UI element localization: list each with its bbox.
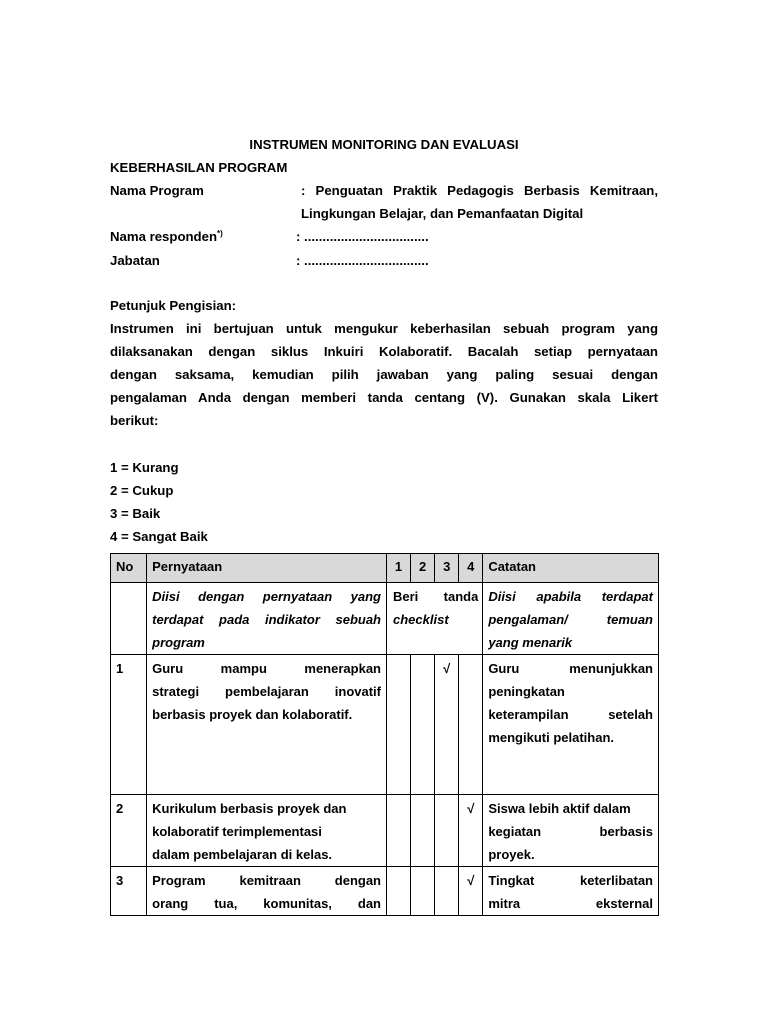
guide-statement-line: program	[152, 635, 205, 650]
respondent-value: : ..................................	[296, 229, 429, 244]
guide-statement	[147, 583, 387, 655]
row-statement-line: kolaboratif terimplementasi	[152, 824, 322, 839]
position-label: Jabatan	[110, 253, 160, 268]
row-score-3	[435, 795, 459, 867]
row-statement-line: Kurikulum berbasis proyek dan	[152, 801, 347, 816]
row-notes-line: Siswa lebih aktif dalam	[488, 801, 631, 816]
table-row	[111, 655, 659, 795]
row-notes-line: kegiatan berbasis	[488, 824, 653, 839]
scale-item: 3 = Baik	[110, 506, 161, 521]
guide-notes-line: Diisi apabila terdapat	[488, 589, 653, 604]
scale-item: 4 = Sangat Baik	[110, 529, 208, 544]
respondent-label	[110, 229, 223, 244]
row-statement-line: dalam pembelajaran di kelas.	[152, 847, 333, 862]
row-score-2	[411, 867, 435, 916]
header-score-1: 1	[387, 554, 411, 583]
position-value: : ..................................	[296, 253, 429, 268]
scale-item: 1 = Kurang	[110, 460, 179, 475]
row-statement-line: berbasis proyek dan kolaboratif.	[152, 707, 353, 722]
row-statement-line: Program kemitraan dengan	[152, 873, 381, 888]
row-statement	[147, 655, 387, 795]
table-row	[111, 867, 659, 916]
guide-notes-line: pengalaman/ temuan	[488, 612, 653, 627]
guide-notes	[483, 583, 659, 655]
row-no: 1	[111, 655, 147, 795]
row-notes-line: keterampilan setelah	[488, 707, 653, 722]
program-value-line-2: Lingkungan Belajar, dan Pemanfaatan Digital	[301, 206, 584, 221]
row-notes-line: Guru menunjukkan	[488, 661, 653, 676]
guide-statement-line: terdapat pada indikator sebuah	[152, 612, 381, 627]
program-value-line-1: : Penguatan Praktik Pedagogis Berbasis Kemitraan,	[301, 183, 658, 198]
instructions-line: berikut:	[110, 413, 159, 428]
row-score-4-check: √	[459, 795, 483, 867]
row-notes-line: mitra eksternal	[488, 896, 653, 911]
program-label: Nama Program	[110, 183, 204, 198]
row-score-2	[411, 795, 435, 867]
header-score-3: 3	[435, 554, 459, 583]
guide-score-line: Beri tanda	[393, 589, 479, 604]
header-no: No	[111, 554, 147, 583]
guide-statement-line: Diisi dengan pernyataan yang	[152, 589, 381, 604]
row-notes	[483, 867, 659, 916]
row-statement	[147, 795, 387, 867]
row-notes-line: peningkatan	[488, 684, 565, 699]
row-statement-line: strategi pembelajaran inovatif	[152, 684, 381, 699]
row-score-3	[435, 867, 459, 916]
row-statement-line: orang tua, komunitas, dan	[152, 896, 381, 911]
row-notes	[483, 795, 659, 867]
guide-score	[387, 583, 483, 655]
row-score-4-check: √	[459, 867, 483, 916]
header-notes: Catatan	[483, 554, 659, 583]
header-score-2: 2	[411, 554, 435, 583]
instructions-heading: Petunjuk Pengisian:	[110, 298, 237, 313]
row-score-3-check: √	[435, 655, 459, 795]
table-guide-row	[111, 583, 659, 655]
instructions-line: dilaksanakan dengan siklus Inkuiri Kolaboratif. Bacalah setiap pernyataan	[110, 344, 658, 359]
row-statement	[147, 867, 387, 916]
respondent-footnote-mark: *)	[217, 229, 223, 238]
instructions-line: Instrumen ini bertujuan untuk mengukur keberhasilan sebuah program yang	[110, 321, 658, 336]
evaluation-table	[110, 553, 659, 916]
guide-no	[111, 583, 147, 655]
document-subtitle: KEBERHASILAN PROGRAM	[110, 160, 288, 175]
header-statement: Pernyataan	[147, 554, 387, 583]
row-notes	[483, 655, 659, 795]
row-notes-line: proyek.	[488, 847, 535, 862]
instructions-line: dengan saksama, kemudian pilih jawaban yang paling sesuai dengan	[110, 367, 658, 382]
table-row	[111, 795, 659, 867]
document-title: INSTRUMEN MONITORING DAN EVALUASI	[249, 137, 519, 152]
row-no: 3	[111, 867, 147, 916]
header-score-4: 4	[459, 554, 483, 583]
respondent-label-text: Nama responden	[110, 229, 217, 244]
row-notes-line: Tingkat keterlibatan	[488, 873, 653, 888]
row-no: 2	[111, 795, 147, 867]
guide-score-line: checklist	[393, 612, 449, 627]
row-score-2	[411, 655, 435, 795]
scale-item: 2 = Cukup	[110, 483, 174, 498]
instructions-line: pengalaman Anda dengan memberi tanda centang (V). Gunakan skala Likert	[110, 390, 658, 405]
row-score-4	[459, 655, 483, 795]
row-notes-line: mengikuti pelatihan.	[488, 730, 614, 745]
row-score-1	[387, 867, 411, 916]
guide-notes-line: yang menarik	[488, 635, 573, 650]
row-score-1	[387, 795, 411, 867]
row-statement-line: Guru mampu menerapkan	[152, 661, 381, 676]
row-score-1	[387, 655, 411, 795]
table-header-row	[111, 554, 659, 583]
